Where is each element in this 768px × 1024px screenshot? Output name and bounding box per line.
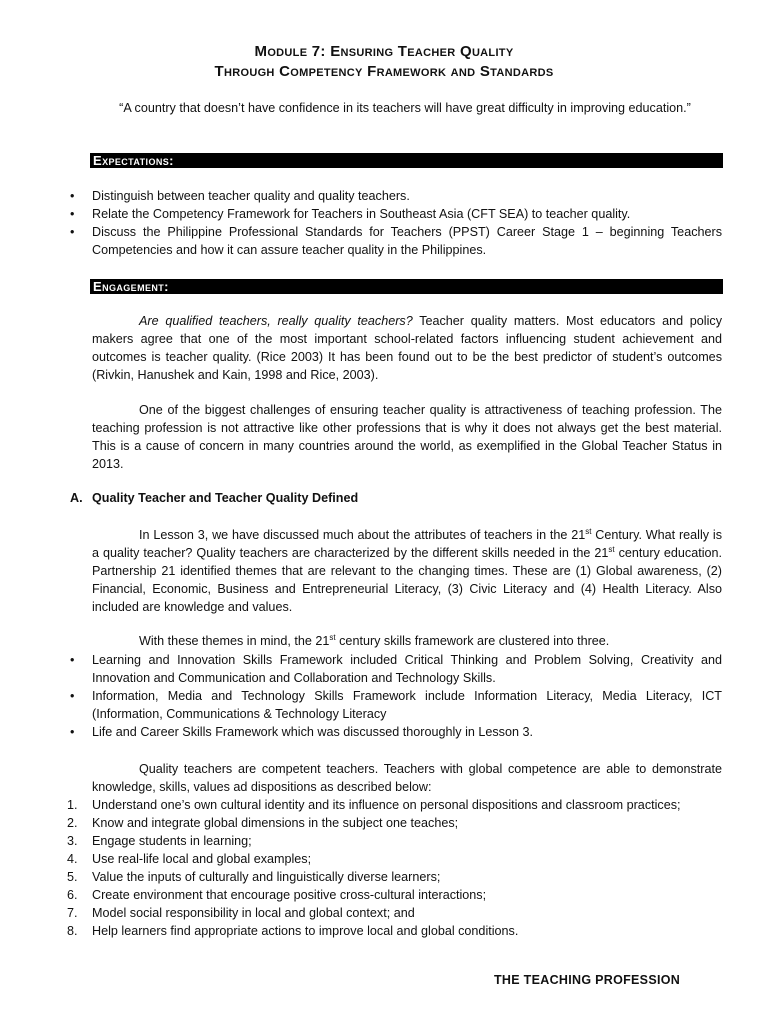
item-text: Engage students in learning; xyxy=(92,834,252,848)
item-text: Understand one’s own cultural identity and its influence on personal dispositions and classroom practices; xyxy=(92,798,681,812)
frameworks-list xyxy=(92,651,722,741)
engagement-paragraph-2 xyxy=(92,401,722,473)
list-item: • Relate the Competency Framework for Teachers in Southeast Asia (CFT SEA) to teacher quality. xyxy=(92,205,722,223)
item-text: Model social responsibility in local and global context; and xyxy=(92,906,415,920)
section-letter: A. xyxy=(70,491,83,505)
superscript: st xyxy=(329,632,336,642)
module-title-line1: Module 7: Ensuring Teacher Quality xyxy=(254,43,514,60)
text: century skills framework are clustered into three. xyxy=(335,634,610,648)
item-number: 4. xyxy=(67,852,78,866)
item-number: 3. xyxy=(67,834,78,848)
item-text: Value the inputs of culturally and linguistically diverse learners; xyxy=(92,870,441,884)
section-a-heading xyxy=(70,491,358,505)
module-title-line2: Through Competency Framework and Standards xyxy=(214,63,554,80)
text: Quality teachers are competent teachers. Teachers with global competence are able to demonstrate knowledge, skills, values ad dispositions as described below: xyxy=(92,762,722,794)
text: With these themes in mind, the 21 xyxy=(139,634,330,648)
section-a-paragraph-3 xyxy=(92,760,722,796)
opening-quote: “A country that doesn’t have confidence in its teachers will have great difficulty in improving education.” xyxy=(119,101,691,115)
list-item xyxy=(67,850,722,868)
item-text: Help learners find appropriate actions to improve local and global conditions. xyxy=(92,924,519,938)
item-text: Create environment that encourage positive cross-cultural interactions; xyxy=(92,888,487,902)
engagement-text-2: One of the biggest challenges of ensuring teacher quality is attractiveness of teaching profession. The teaching profession is not attractive like other professions that is why it does not always get the best material. This is a cause of concern in many countries around the world, as exemplified in the Global Teacher Status in 2013. xyxy=(92,403,722,471)
item-number: 6. xyxy=(67,888,78,902)
list-item: • Life and Career Skills Framework which was discussed thoroughly in Lesson 3. xyxy=(92,723,722,741)
engagement-paragraph-1 xyxy=(92,312,722,384)
page-footer: THE TEACHING PROFESSION xyxy=(494,973,681,987)
text: In Lesson 3, we have discussed much about the attributes of teachers in the 21 xyxy=(139,528,586,542)
section-a-paragraph-2 xyxy=(92,632,722,650)
item-text: Know and integrate global dimensions in the subject one teaches; xyxy=(92,816,459,830)
list-item xyxy=(67,814,722,832)
engagement-heading: Engagement: xyxy=(90,279,723,294)
section-title: Quality Teacher and Teacher Quality Defined xyxy=(92,491,359,505)
competencies-list xyxy=(67,796,722,940)
superscript: st xyxy=(585,526,592,536)
list-item xyxy=(67,796,722,814)
item-text: Use real-life local and global examples; xyxy=(92,852,312,866)
item-number: 8. xyxy=(67,924,78,938)
expectations-list xyxy=(92,187,722,259)
list-item xyxy=(67,886,722,904)
section-a-paragraph-1 xyxy=(92,526,722,616)
text: century education. Partnership 21 identified themes that are relevant to the changing times. These are (1) Global awareness, (2) Financial, Economic, Business and Entrepreneurial Literacy, (3) Civic Literacy and (4) Health Literacy. Also included are knowledge and values. xyxy=(92,546,722,614)
list-item: • Distinguish between teacher quality and quality teachers. xyxy=(92,187,722,205)
engagement-text: Teacher quality matters. Most educators and policy makers agree that one of the most important school-related factors influencing student achievement and outcomes is teacher quality. (Rice 2003) It has been found out to be the best predictor of student’s outcomes (Rivkin, Hanushek and Kain, 1998 and Rice, 2003). xyxy=(92,314,722,382)
superscript: st xyxy=(608,544,615,554)
expectations-heading: Expectations: xyxy=(90,153,723,168)
item-number: 5. xyxy=(67,870,78,884)
list-item xyxy=(67,868,722,886)
item-number: 1. xyxy=(67,798,78,812)
list-item: • Information, Media and Technology Skills Framework include Information Literacy, Media Literacy, ICT (Information, Communications & Technology Literacy xyxy=(92,687,722,723)
list-item xyxy=(67,832,722,850)
item-number: 7. xyxy=(67,906,78,920)
list-item: • Discuss the Philippine Professional Standards for Teachers (PPST) Career Stage 1 – beginning Teachers Competencies and how it can assure teacher quality in the Philippines. xyxy=(92,223,722,259)
list-item xyxy=(67,904,722,922)
list-item xyxy=(67,922,722,940)
engagement-question: Are qualified teachers, really quality teachers? xyxy=(139,314,413,328)
text: Century. What really is a quality teacher? Quality teachers are characterized by the different skills needed in the 21 xyxy=(92,528,722,560)
list-item: • Learning and Innovation Skills Framework included Critical Thinking and Problem Solving, Creativity and Innovation and Communication and Collaboration and Technology Skills. xyxy=(92,651,722,687)
item-number: 2. xyxy=(67,816,78,830)
